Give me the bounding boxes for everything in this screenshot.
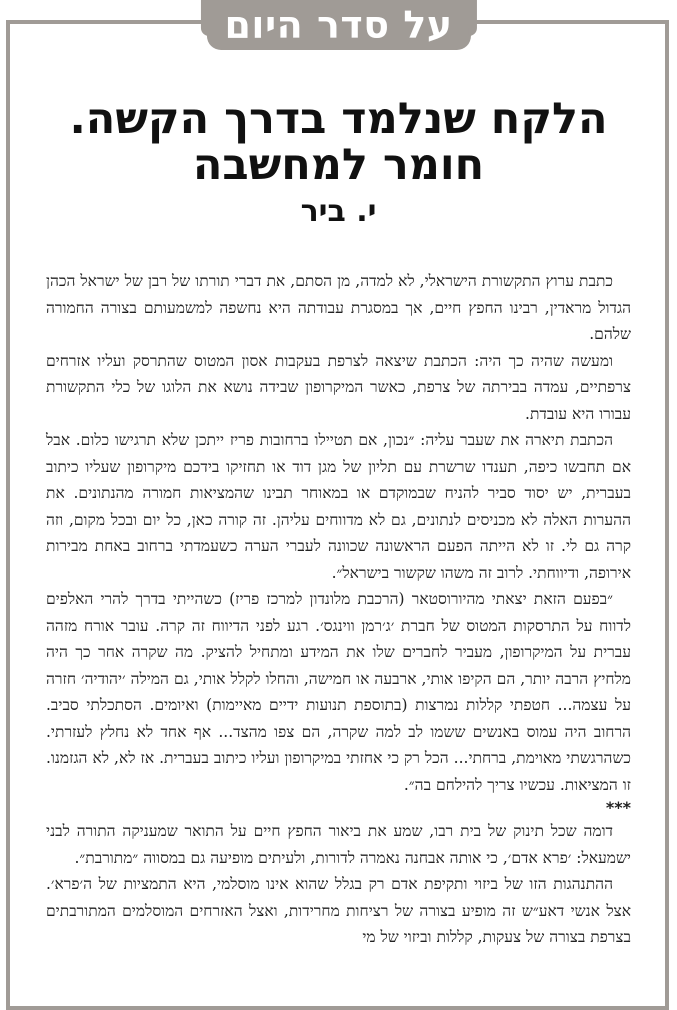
paragraph: ״בפעם הזאת יצאתי מהיורוסטאר (הרכבת מלונדון למרכז פריז) כשהייתי בדרך להרי האלפים לדווח על התרסקות המטוס של חברת ׳ג׳רמן ווינגס׳. רגע לפני הדיווח זה קרה. עובר אורח מזהה עברית על המיקרופון, מעביר לחברים שלו את המידע ומתחיל להציק. מה שקרה אחר כך היה מלחיץ הרבה יותר, הם הקיפו אותי, ארבעה או חמישה, והחלו לקלל אותי, גם המילה ׳יהודיה׳ חזרה על עצמה... חטפתי קללות נמרצות (בתוספת תנועות ידיים מאיימות) ואיומים. הסתכלתי סביב. הרחוב היה עמוס באנשים ששמו לב למה שקרה, הם צפו מהצד... אף אחד לא נחלץ לעזרתי. כשהרגשתי מאוימת, ברחתי... הכל רק כי אחזתי במיקרופון ועליו כיתוב בעברית. אז לא, לא הגזמנו. זו המציאות. עכשיו צריך להילחם בה״.: [46, 590, 631, 794]
section-header-tab: [206, 0, 470, 50]
article-headline: [20, 96, 657, 188]
paragraph: ומעשה שהיה כך היה: הכתבת שיצאה לצרפת בעקבות אסון המטוס שהתרסק ועליו אזרחים צרפתיים, עמדה בבירתה של צרפת, כאשר המיקרופון שבידה נושא את הלוגו של כלי התקשורת עבורו היא עובדת.: [46, 351, 631, 423]
paragraph: דומה שכל תינוק של בית רבו, שמע את ביאור החפץ חיים על התואר שמעניקה התורה לבני ישמעאל: ׳פרא אדם׳, כי אותה אבחנה נאמרה לדורות, ולעיתים מופיעה גם במסווה ״מתורבת״.: [46, 822, 631, 867]
article-body: [46, 268, 631, 951]
article-byline: י. ביר: [300, 194, 377, 229]
paragraph: הכתבת תיארה את שעבר עליה: ״נכון, אם תטיילו ברחובות פריז ייתכן שלא תרגישו כלום. אבל אם תחבשו כיפה, תענדו שרשרת עם תליון של מגן דוד או תחזיקו בידכם מיקרופון שעליו כיתוב בעברית, יש יסוד סביר להניח שבמוקדם או במאוחר תבינו שהמציאות חמורה מהנתונים. את ההערות האלה לא מכניסים לנתונים, גם לא מדווחים עליהן. זה קורה כאן, כל יום ובכל מקום, וזה קרה גם לי. זו לא הייתה הפעם הראשונה שכוונה לעברי הערה כשעמדתי ברחוב באחת מבירות אירופה, ודיווחתי. לרוב זה משהו שקשור בישראל״.: [46, 431, 631, 582]
headline-line-1: הלקח שנלמד בדרך הקשה.: [69, 94, 608, 144]
section-label: על סדר היום: [224, 3, 453, 47]
headline-line-2: חומר למחשבה: [192, 140, 485, 190]
paragraph: ההתנהגות הזו של ביזוי ותקיפת אדם רק בגלל שהוא אינו מוסלמי, היא התמציות של ה׳פרא׳. אצל אנשי דאע״ש זה מופיע בצורה של רציחות מחרידות, ואצל האזרחים המוסלמים המתורבתים בצרפת בצורה של צעקות, קללות וביזוי של מי: [46, 875, 631, 946]
paragraph: כתבת ערוץ התקשורת הישראלי, לא למדה, מן הסתם, את דברי תורתו של רבן של ישראל הכהן הגדול מראדין, רבינו החפץ חיים, אך במסגרת עבודתה היא נחשפה למשמעותם בצורה החמורה שלהם.: [46, 272, 631, 343]
section-separator: ***: [605, 798, 631, 817]
